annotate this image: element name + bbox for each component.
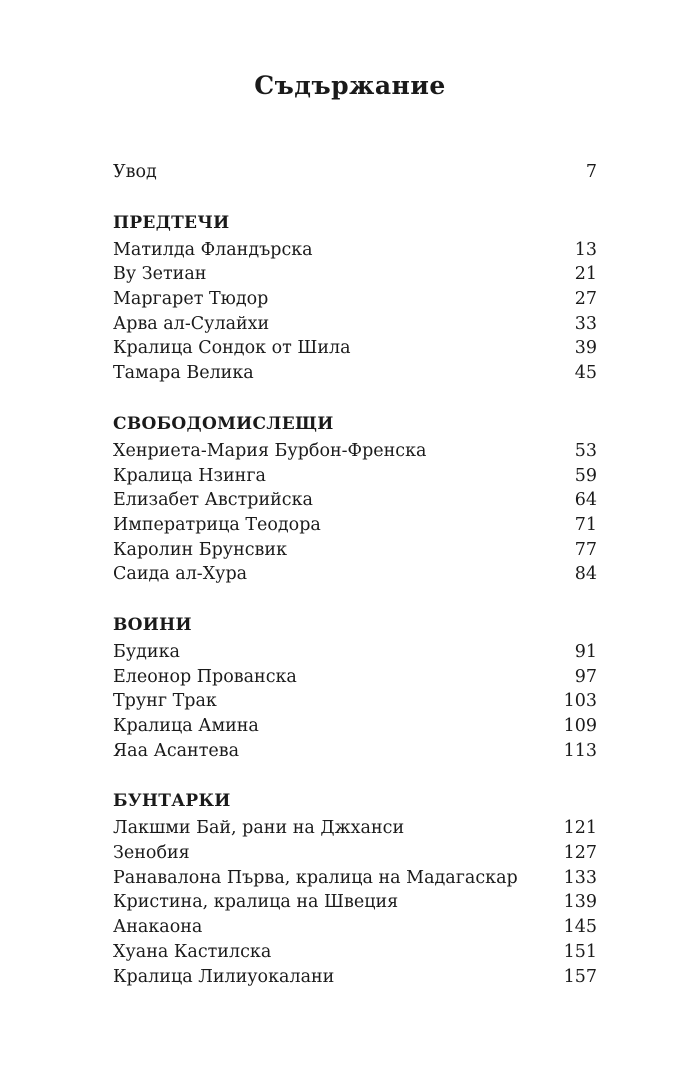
toc-entry	[113, 640, 597, 665]
toc-entry-label: Лакшми Бай, рани на Джханси	[113, 818, 405, 839]
toc-entry-page: 7	[585, 162, 597, 182]
toc-section-voini	[113, 612, 597, 763]
toc-entry-page: 139	[563, 892, 597, 913]
toc-entry-page: 145	[563, 917, 597, 938]
toc-entry-page: 39	[574, 338, 597, 359]
toc-entry-page: 13	[574, 239, 597, 260]
toc-entry	[113, 890, 597, 915]
toc-entry-page: 33	[574, 313, 597, 334]
toc-entry	[113, 439, 597, 464]
toc-section-predtechi	[113, 210, 597, 386]
toc-entry	[113, 238, 597, 263]
toc-entry-page: 97	[574, 666, 597, 687]
toc-entry	[113, 689, 597, 714]
toc-entry-page: 157	[563, 966, 597, 987]
toc-entry-label: Яаа Асантева	[113, 740, 240, 761]
toc-entry-page: 27	[574, 289, 597, 310]
toc-entry	[113, 287, 597, 312]
toc-entry-page: 53	[574, 440, 597, 461]
toc-entry-label: Елеонор Прованска	[113, 666, 297, 687]
toc-entry-label: Кралица Нзинга	[113, 465, 266, 486]
toc-entry-label: Матилда Фландърска	[113, 239, 313, 260]
toc-entry	[113, 464, 597, 489]
toc-entry	[113, 336, 597, 361]
toc-entry-page: 91	[574, 641, 597, 662]
toc-entry	[113, 915, 597, 940]
toc-entry-label: Каролин Брунсвик	[113, 539, 288, 560]
toc-entry-label: Трунг Трак	[113, 691, 217, 712]
toc-entry	[113, 714, 597, 739]
toc-entry-page: 127	[563, 843, 597, 864]
toc-entry-page: 151	[563, 941, 597, 962]
toc-entry-label: Императрица Теодора	[113, 514, 321, 535]
toc-entry-page: 71	[574, 514, 597, 535]
toc-entry	[113, 816, 597, 841]
toc-entry-label: Анакаона	[113, 917, 203, 938]
toc-entry-label: Кристина, кралица на Швеция	[113, 892, 399, 913]
toc-entry-label: Увод	[113, 162, 157, 182]
toc-entry	[113, 538, 597, 563]
section-title: ВОИНИ	[113, 614, 192, 635]
toc-entry-label: Арва ал-Сулайхи	[113, 313, 270, 334]
toc-section-svobodomislesti	[113, 411, 597, 587]
toc-entry-page: 109	[563, 716, 597, 736]
toc-entry-page: 64	[574, 490, 597, 511]
toc-entry	[113, 940, 597, 965]
section-title: СВОБОДОМИСЛЕЩИ	[113, 413, 334, 434]
toc-entry	[113, 262, 597, 287]
toc-entry-label: Кралица Амина	[113, 716, 259, 736]
toc-entry-page: 59	[574, 465, 597, 486]
toc-entry	[113, 513, 597, 538]
toc-entry-page: 133	[563, 867, 597, 888]
toc-entry-label: Хенриета-Мария Бурбон-Френска	[113, 440, 427, 461]
toc-entry-page: 84	[574, 564, 597, 585]
toc-entry-page: 103	[563, 691, 597, 712]
toc-entry-page: 121	[563, 818, 597, 839]
toc-entry	[113, 312, 597, 337]
toc-entry-label: Хуана Кастилска	[113, 941, 272, 962]
toc-entry	[113, 965, 597, 990]
toc-entry	[113, 665, 597, 690]
toc-entry-label: Зенобия	[113, 843, 190, 864]
table-of-contents	[113, 160, 597, 1014]
toc-entry-page: 21	[574, 264, 597, 285]
toc-entry-label: Тамара Велика	[113, 363, 254, 384]
toc-entry	[113, 739, 597, 764]
toc-entry-label: Маргарет Тюдор	[113, 289, 269, 310]
toc-entry	[113, 361, 597, 386]
toc-entry-label: Кралица Сондок от Шила	[113, 338, 351, 359]
toc-entry-label: Саида ал-Хура	[113, 564, 248, 585]
toc-entry-page: 113	[563, 740, 597, 761]
toc-entry	[113, 488, 597, 513]
toc-entry	[113, 866, 597, 891]
toc-entry-label: Ранавалона Първа, кралица на Мадагаскар	[113, 867, 518, 888]
toc-entry-label: Кралица Лилиуокалани	[113, 966, 335, 987]
toc-entry-label: Ву Зетиан	[113, 264, 207, 285]
page-title: Съдържание	[254, 71, 446, 100]
toc-entry	[113, 562, 597, 587]
toc-entry-label: Елизабет Австрийска	[113, 490, 313, 511]
toc-entry-label: Будика	[113, 641, 180, 662]
toc-section-buntarki	[113, 788, 597, 989]
toc-entry-page: 45	[574, 363, 597, 384]
section-title: БУНТАРКИ	[113, 791, 231, 812]
toc-entry-intro	[113, 160, 597, 185]
toc-entry	[113, 841, 597, 866]
section-title: ПРЕДТЕЧИ	[113, 212, 230, 233]
toc-entry-page: 77	[574, 539, 597, 560]
